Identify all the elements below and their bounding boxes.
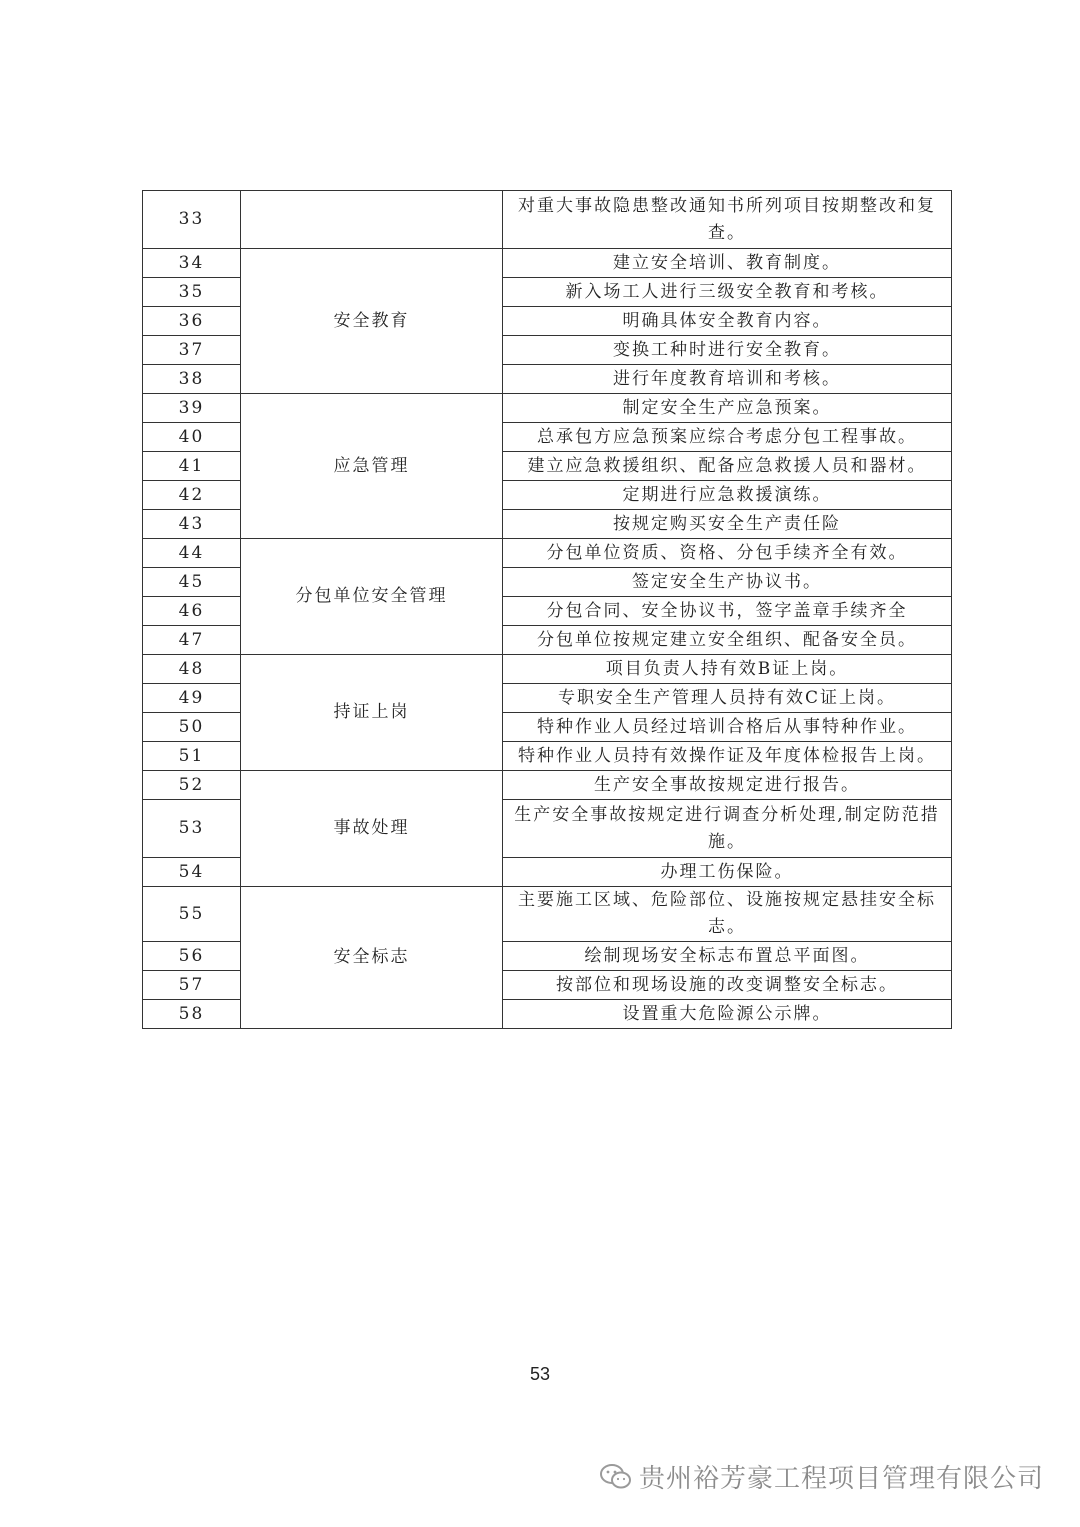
- row-number: 56: [143, 942, 241, 971]
- table-row: [143, 887, 952, 942]
- watermark: [599, 1458, 1044, 1495]
- row-description: 按部位和现场设施的改变调整安全标志。: [503, 971, 952, 1000]
- row-number: 58: [143, 1000, 241, 1029]
- watermark-text: 贵州裕芳豪工程项目管理有限公司: [638, 1464, 1044, 1494]
- row-description: 定期进行应急救援演练。: [503, 481, 952, 510]
- table-row: [143, 191, 952, 249]
- row-number: 34: [143, 249, 241, 278]
- row-number: 55: [143, 887, 241, 942]
- row-category: 事故处理: [241, 771, 503, 887]
- row-description: 变换工种时进行安全教育。: [503, 336, 952, 365]
- row-description: 项目负责人持有效B证上岗。: [503, 655, 952, 684]
- row-description: 办理工伤保险。: [503, 858, 952, 887]
- row-description: 主要施工区域、危险部位、设施按规定悬挂安全标志。: [503, 887, 952, 942]
- table-row: [143, 655, 952, 684]
- row-category: 安全标志: [241, 887, 503, 1029]
- row-category: [241, 191, 503, 249]
- row-number: 44: [143, 539, 241, 568]
- row-category: 持证上岗: [241, 655, 503, 771]
- row-number: 54: [143, 858, 241, 887]
- row-number: 41: [143, 452, 241, 481]
- row-number: 49: [143, 684, 241, 713]
- row-description: 绘制现场安全标志布置总平面图。: [503, 942, 952, 971]
- row-category: 安全教育: [241, 249, 503, 394]
- table-body: [143, 191, 952, 1029]
- row-description: 特种作业人员持有效操作证及年度体检报告上岗。: [503, 742, 952, 771]
- row-number: 36: [143, 307, 241, 336]
- row-number: 35: [143, 278, 241, 307]
- page-number: 53: [529, 1364, 551, 1384]
- row-description: 分包单位资质、资格、分包手续齐全有效。: [503, 539, 952, 568]
- table-row: [143, 539, 952, 568]
- table-row: [143, 249, 952, 278]
- row-number: 42: [143, 481, 241, 510]
- row-number: 46: [143, 597, 241, 626]
- row-category: 应急管理: [241, 394, 503, 539]
- row-number: 37: [143, 336, 241, 365]
- row-number: 47: [143, 626, 241, 655]
- row-description: 进行年度教育培训和考核。: [503, 365, 952, 394]
- row-number: 38: [143, 365, 241, 394]
- row-category: 分包单位安全管理: [241, 539, 503, 655]
- row-description: 生产安全事故按规定进行调查分析处理,制定防范措施。: [503, 800, 952, 858]
- row-number: 52: [143, 771, 241, 800]
- row-description: 分包合同、安全协议书，签字盖章手续齐全: [503, 597, 952, 626]
- row-description: 特种作业人员经过培训合格后从事特种作业。: [503, 713, 952, 742]
- row-description: 建立安全培训、教育制度。: [503, 249, 952, 278]
- row-number: 39: [143, 394, 241, 423]
- row-number: 51: [143, 742, 241, 771]
- table-row: [143, 394, 952, 423]
- row-description: 分包单位按规定建立安全组织、配备安全员。: [503, 626, 952, 655]
- row-number: 50: [143, 713, 241, 742]
- row-number: 40: [143, 423, 241, 452]
- row-description: 明确具体安全教育内容。: [503, 307, 952, 336]
- row-description: 设置重大危险源公示牌。: [503, 1000, 952, 1029]
- row-number: 33: [143, 191, 241, 249]
- row-description: 生产安全事故按规定进行报告。: [503, 771, 952, 800]
- wechat-icon: [599, 1463, 633, 1491]
- row-description: 对重大事故隐患整改通知书所列项目按期整改和复查。: [503, 191, 952, 249]
- row-description: 新入场工人进行三级安全教育和考核。: [503, 278, 952, 307]
- row-description: 按规定购买安全生产责任险: [503, 510, 952, 539]
- row-number: 53: [143, 800, 241, 858]
- row-description: 制定安全生产应急预案。: [503, 394, 952, 423]
- row-number: 43: [143, 510, 241, 539]
- row-description: 总承包方应急预案应综合考虑分包工程事故。: [503, 423, 952, 452]
- safety-checklist-table: [142, 190, 952, 1029]
- row-description: 建立应急救援组织、配备应急救援人员和器材。: [503, 452, 952, 481]
- row-number: 48: [143, 655, 241, 684]
- row-description: 专职安全生产管理人员持有效C证上岗。: [503, 684, 952, 713]
- row-description: 签定安全生产协议书。: [503, 568, 952, 597]
- row-number: 57: [143, 971, 241, 1000]
- table-row: [143, 771, 952, 800]
- row-number: 45: [143, 568, 241, 597]
